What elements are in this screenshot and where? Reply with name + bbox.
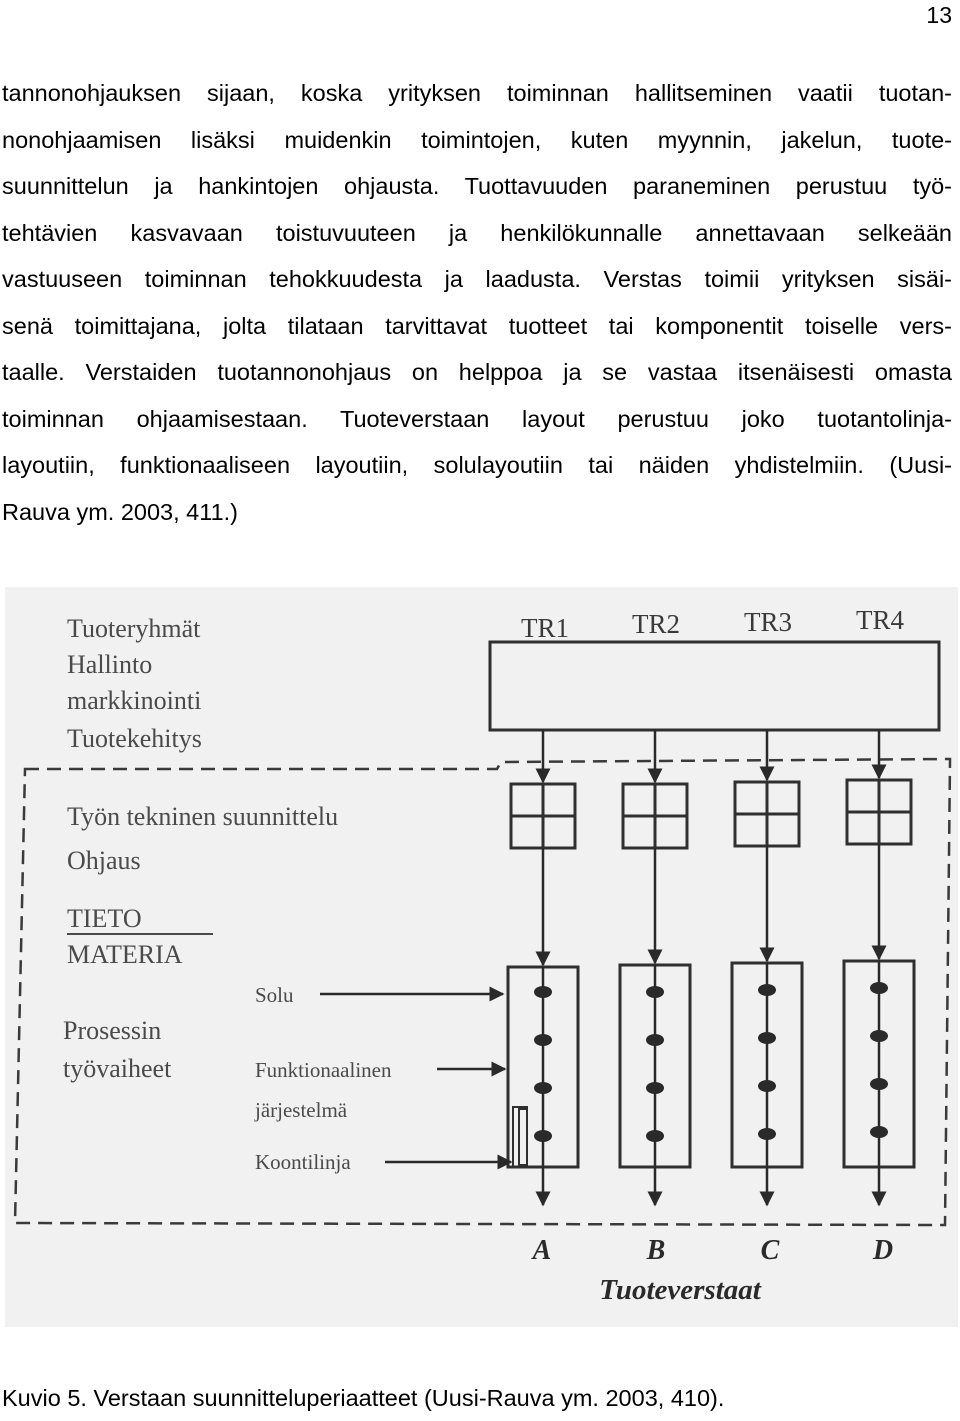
paragraph-line: tehtävien kasvavaan toistuvuuteen ja henkilökunnalle annettavaan selkeään	[2, 219, 952, 246]
paragraph-line: suunnittelun ja hankintojen ohjausta. Tuottavuuden paraneminen perustuu työ-	[2, 173, 952, 199]
paragraph-line: nonohjaamisen lisäksi muidenkin toimintojen, kuten myynnin, jakelun, tuote-	[2, 126, 952, 153]
label-workshop-a: A	[532, 1235, 552, 1266]
label-jarjestelma: järjestelmä	[255, 1098, 348, 1122]
page-number: 13	[926, 2, 952, 28]
paragraph-line: Rauva ym. 2003, 411.)	[2, 498, 238, 525]
paragraph-line: layoutiin, funktionaaliseen layoutiin, solulayoutiin tai näiden yhdistelmiin. (Uusi-	[2, 452, 952, 478]
paragraph-line: tannonohjauksen sijaan, koska yrityksen toiminnan hallitseminen vaatii tuotan-	[2, 80, 952, 106]
figure-caption: Kuvio 5. Verstaan suunnitteluperiaatteet (Uusi-Rauva ym. 2003, 410).	[2, 1385, 725, 1411]
label-tr1: TR1	[520, 613, 570, 643]
paragraph-line: senä toimittajana, jolta tilataan tarvittavat tuotteet tai komponentit toiselle vers-	[2, 312, 952, 339]
label-tr3: TR3	[743, 607, 793, 637]
figure-diagram	[5, 587, 958, 1327]
body-paragraph	[2, 70, 952, 535]
label-tieto: TIETO	[67, 904, 142, 933]
label-ohjaus: Ohjaus	[67, 846, 141, 875]
label-tyovaiheet: työvaiheet	[63, 1054, 172, 1083]
label-workshop-b: B	[646, 1235, 666, 1266]
label-tr2: TR2	[631, 609, 681, 639]
label-tr4: TR4	[855, 605, 905, 635]
label-tuotekehitys: Tuotekehitys	[67, 724, 202, 753]
label-workshop-c: C	[760, 1235, 780, 1266]
paragraph-line: toiminnan ohjaamisestaan. Tuoteverstaan layout perustuu joko tuotantolinja-	[2, 405, 952, 432]
label-workshop-d: D	[872, 1235, 894, 1266]
label-markkinointi: markkinointi	[67, 686, 202, 715]
label-tuoteverstaat: Tuoteverstaat	[599, 1274, 761, 1306]
paragraph-line: vastuuseen toiminnan tehokkuudesta ja laadusta. Verstas toimii yrityksen sisäi-	[2, 266, 952, 292]
label-solu: Solu	[255, 983, 294, 1007]
label-tyon-tekninen: Työn tekninen suunnittelu	[67, 802, 339, 831]
label-tuoteryhmat: Tuoteryhmät	[67, 614, 201, 643]
paragraph-line: taalle. Verstaiden tuotannonohjaus on helppoa ja se vastaa itsenäisesti omasta	[2, 359, 952, 385]
workshop-layout-figure	[5, 587, 958, 1327]
label-funktionaalinen: Funktionaalinen	[255, 1058, 392, 1082]
label-materia: MATERIA	[67, 940, 183, 969]
label-prosessin: Prosessin	[63, 1016, 162, 1045]
label-koontilinja: Koontilinja	[255, 1150, 351, 1174]
label-hallinto: Hallinto	[67, 650, 153, 679]
